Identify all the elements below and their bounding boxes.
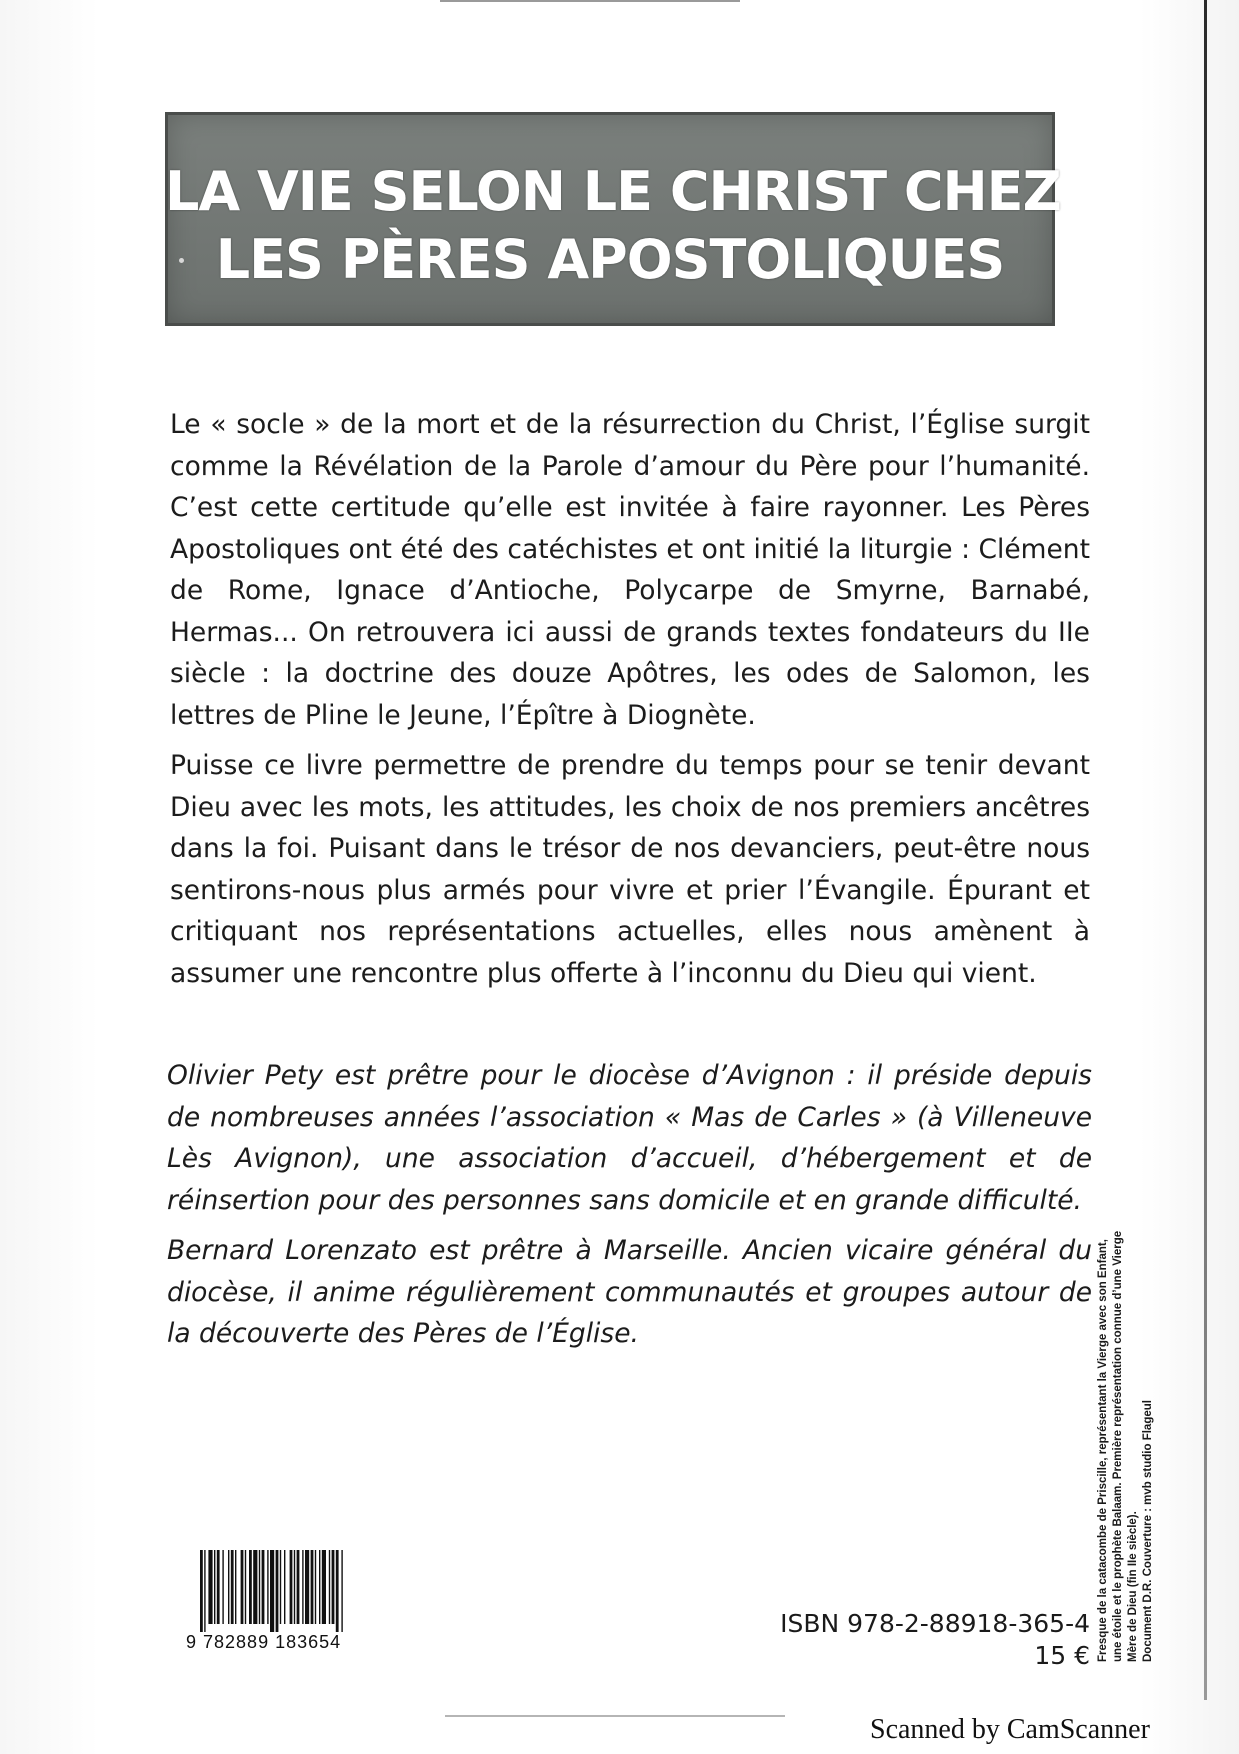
blurb-paragraph-1: Le « socle » de la mort et de la résurrection du Christ, l’Église surgit comme la Révélation de la Parole d’amour du Père pour l’humanité. C’est cette certitude qu’elle est invitée à faire rayonner. Les Pères Apostoliques ont été des catéchistes et ont initié la liturgie : Clément de Rome, Ignace d’Antioche, Polycarpe de Smyrne, Barnabé, Hermas... On retrouvera ici aussi de grands textes fondateurs du IIe siècle : la doctrine des douze Apôtres, les odes de Salomon, les lettres de Pline le Jeune, l’Épître à Diognète.	[170, 409, 1090, 731]
barcode-bar	[253, 1550, 257, 1624]
barcode-bar	[302, 1550, 303, 1624]
barcode-bar	[341, 1550, 342, 1632]
author-bio-bernard-lorenzato: Bernard Lorenzato est prêtre à Marseille. Ancien vicaire général du diocèse, il anime régulièrement communautés et groupes autour de la découverte des Pères de l’Église.	[167, 1235, 1092, 1349]
cover-spine-edge	[1204, 0, 1207, 1700]
blurb-paragraph-2: Puisse ce livre permettre de prendre du temps pour se tenir devant Dieu avec les mots, les attitudes, les choix de nos premiers ancêtres dans la foi. Puisant dans le trésor de nos devanciers, peut-être nous sentirons-nous plus armés pour vivre et prier l’Évangile. Épurant et critiquant nos représentations actuelles, elles nous amènent à assumer une rencontre plus offerte à l’inconnu du Dieu qui vient.	[170, 750, 1090, 989]
barcode	[186, 1550, 412, 1650]
barcode-bar	[204, 1550, 205, 1632]
barcode-bar	[231, 1550, 234, 1624]
author-bios	[167, 1055, 1092, 1364]
top-edge-line	[440, 0, 740, 2]
barcode-bars	[186, 1550, 412, 1632]
barcode-bar	[290, 1550, 293, 1624]
barcode-bar	[322, 1550, 326, 1624]
barcode-bar	[214, 1550, 215, 1624]
barcode-bar	[284, 1550, 285, 1624]
credits-line-2: une étoile et le prophète Balaam. Première représentation connue d’une Vierge	[1112, 1230, 1124, 1662]
barcode-bar	[311, 1550, 314, 1624]
barcode-bar	[228, 1550, 229, 1624]
barcode-bar	[305, 1550, 309, 1624]
scanner-watermark: Scanned by CamScanner	[870, 1714, 1150, 1745]
barcode-bar	[280, 1550, 281, 1624]
bottom-edge-line	[445, 1715, 785, 1717]
credits-line-3: Mère de Dieu (fin IIe siècle).	[1127, 1511, 1139, 1662]
barcode-bar	[208, 1550, 212, 1624]
barcode-bar	[332, 1550, 335, 1624]
author-bio-olivier-pety: Olivier Pety est prêtre pour le diocèse d’Avignon : il préside depuis de nombreuses années l’association « Mas de Carles » (à Villeneuve Lès Avignon), une association d’accueil, d’hébergement et de réinsertion pour des personnes sans domicile et en grande difficulté.	[167, 1060, 1092, 1216]
title-line-2: LES PÈRES APOSTOLIQUES	[215, 228, 1005, 291]
barcode-bar	[297, 1550, 300, 1624]
barcode-bar	[276, 1550, 279, 1632]
barcode-bar	[241, 1550, 244, 1624]
barcode-bar	[270, 1550, 274, 1632]
isbn-number: ISBN 978-2-88918-365-4	[780, 1609, 1090, 1638]
barcode-bar	[319, 1550, 320, 1624]
barcode-bar	[259, 1550, 260, 1624]
barcode-bar	[262, 1550, 265, 1624]
isbn-price-block	[700, 1608, 1090, 1672]
barcode-bar	[235, 1550, 236, 1624]
barcode-digits: 9 782889 183654	[186, 1632, 342, 1652]
barcode-bar	[200, 1550, 203, 1632]
barcode-bar	[336, 1550, 339, 1632]
barcode-bar	[217, 1550, 220, 1624]
barcode-bar	[315, 1550, 316, 1624]
barcode-bar	[267, 1550, 268, 1624]
price: 15 €	[1034, 1641, 1090, 1670]
blurb	[170, 404, 1090, 1003]
credits-line-4: Document D.R. Couverture : mvb studio Flageul	[1142, 1400, 1154, 1662]
credits-line-1: Fresque de la catacombe de Priscille, représentant la Vierge avec son Enfant,	[1097, 1239, 1109, 1662]
barcode-bar	[245, 1550, 246, 1624]
barcode-bar	[222, 1550, 223, 1624]
title-line-1: LA VIE SELON LE CHRIST CHEZ	[165, 160, 1061, 223]
title-banner	[165, 112, 1061, 326]
barcode-bar	[329, 1550, 330, 1624]
barcode-bar	[294, 1550, 295, 1624]
barcode-bar	[249, 1550, 252, 1624]
image-credits	[1096, 1122, 1156, 1662]
